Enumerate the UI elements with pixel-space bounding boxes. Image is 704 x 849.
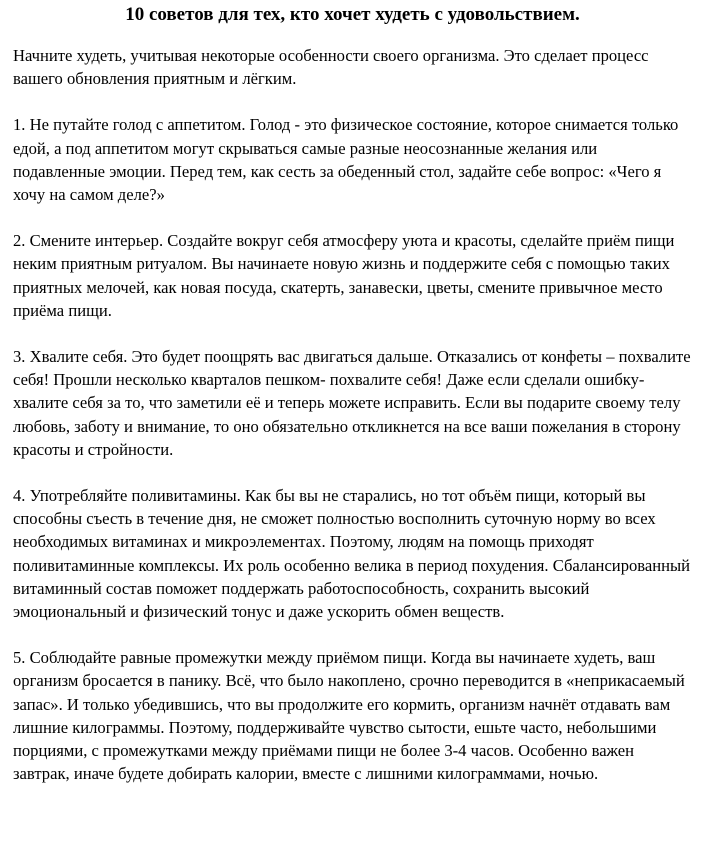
paragraph-tip-1: 1. Не путайте голод с аппетитом. Голод - это физическое состояние, которое снимается только едой, а под аппетитом могут скрываться самые разные неосознанные желания или подавленные эмоции. Перед тем, как сесть за обеденный стол, задайте себе вопрос: «Чего я хочу на самом деле?»	[13, 115, 679, 205]
paragraph-tip-4: 4. Употребляйте поливитамины. Как бы вы не старались, но тот объём пищи, который вы способны съесть в течение дня, не сможет полностью восполнить суточную норму во всех необходимых витаминах и микроэлементах. Поэтому, людям на помощь приходят поливитаминные комплексы. Их роль особенно велика в период похудения. Сбалансированный витаминный состав поможет поддержать работоспособность, сохранить высокий эмоциональный и физический тонус и даже ускорить обмен веществ.	[13, 486, 691, 622]
paragraph-tip-3: 3. Хвалите себя. Это будет поощрять вас двигаться дальше. Отказались от конфеты – похвалите себя! Прошли несколько кварталов пешком- похвалите себя! Даже если сделали ошибку- хвалите себя за то, что заметили её и теперь можете исправить. Если вы подарите своему телу любовь, заботу и внимание, то оно обязательно откликнется на все ваши пожелания в сторону красоты и стройности.	[13, 347, 691, 459]
paragraph-tip-2: 2. Смените интерьер. Создайте вокруг себя атмосферу уюта и красоты, сделайте приём пищи неким приятным ритуалом. Вы начинаете новую жизнь и поддержите себя с помощью таких приятных мелочей, как новая посуда, скатерть, занавески, цветы, смените привычное место приёма пищи.	[13, 231, 675, 320]
document-title: 10 советов для тех, кто хочет худеть с удовольствием.	[125, 4, 580, 25]
paragraph-tip-5: 5. Соблюдайте равные промежутки между приёмом пищи. Когда вы начинаете худеть, ваш организм бросается в панику. Всё, что было накоплено, срочно переводится в «неприкасаемый запас». И только убедившись, что вы продолжите его кормить, организм начнёт отдавать вам лишние килограммы. Поэтому, поддерживайте чувство сытости, ешьте часто, небольшими порциями, с промежутками между приёмами пищи не более 3-4 часов. Особенно важен завтрак, иначе будете добирать калории, вместе с лишними килограммами, ночью.	[13, 648, 685, 784]
paragraph-intro: Начните худеть, учитывая некоторые особенности своего организма. Это сделает процесс вашего обновления приятным и лёгким.	[13, 46, 649, 89]
